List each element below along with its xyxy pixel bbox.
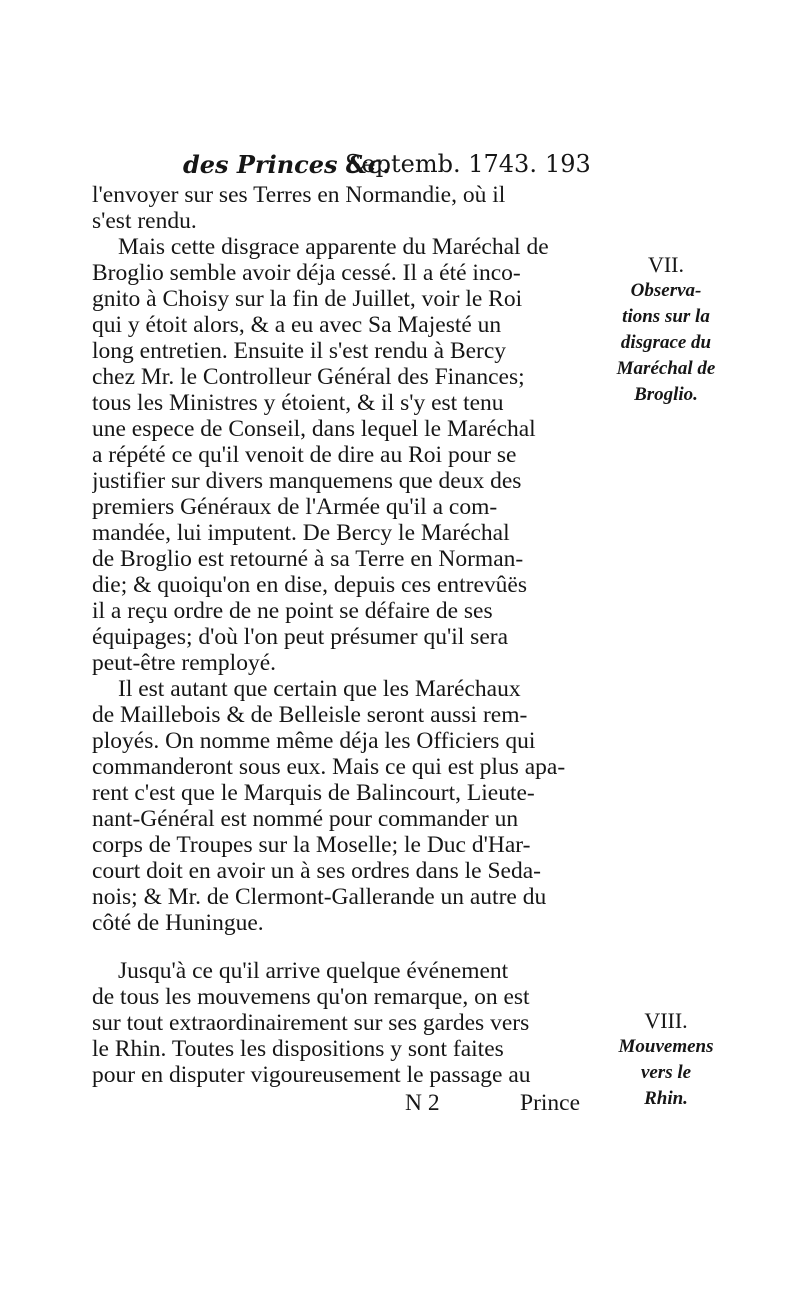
text-line: mandée, lui imputent. De Bercy le Maréchal bbox=[92, 520, 510, 546]
text-line: pour en disputer vigoureusement le passage au bbox=[92, 1062, 531, 1088]
note-line: disgrace du bbox=[620, 332, 712, 353]
signature-mark: N 2 bbox=[405, 1090, 440, 1116]
text-line: côté de Huningue. bbox=[92, 910, 264, 936]
note-number: VII. bbox=[647, 252, 685, 277]
note-line: tions sur la bbox=[622, 306, 710, 327]
note-line: Rhin. bbox=[644, 1088, 688, 1109]
text-line: ployés. On nomme même déja les Officiers qui bbox=[92, 728, 536, 754]
text-line: de Broglio est retourné à sa Terre en Norman- bbox=[92, 546, 524, 572]
text-line: sur tout extraordinairement sur ses gardes vers bbox=[92, 1010, 530, 1036]
text-line: Mais cette disgrace apparente du Maréchal de bbox=[118, 234, 549, 260]
note-line: vers le bbox=[640, 1062, 692, 1083]
text-line: tous les Ministres y étoient, & il s'y est tenu bbox=[92, 390, 504, 416]
text-line: Il est autant que certain que les Maréchaux bbox=[118, 676, 521, 702]
text-line: die; & quoiqu'on en dise, depuis ces entrevûës bbox=[92, 572, 527, 598]
text-line: rent c'est que le Marquis de Balincourt, Lieute- bbox=[92, 780, 535, 806]
text-line: peut-être remployé. bbox=[92, 650, 276, 676]
text-line: chez Mr. le Controlleur Général des Finances; bbox=[92, 364, 525, 390]
text-line: corps de Troupes sur la Moselle; le Duc d'Har- bbox=[92, 832, 531, 858]
text-line: le Rhin. Toutes les dispositions y sont faites bbox=[92, 1036, 504, 1062]
note-line: Mouvemens bbox=[618, 1036, 714, 1057]
note-line: Broglio. bbox=[634, 384, 698, 405]
catchword: Prince bbox=[520, 1090, 581, 1116]
text-line: gnito à Choisy sur la fin de Juillet, voir le Roi bbox=[92, 286, 523, 312]
page-number: 193 bbox=[545, 150, 591, 178]
running-date: Septemb. 1743. bbox=[345, 150, 537, 178]
text-line: qui y étoit alors, & a eu avec Sa Majesté un bbox=[92, 312, 502, 338]
note-line: Observa- bbox=[630, 280, 702, 301]
text-line: Broglio semble avoir déja cessé. Il a été inco- bbox=[92, 260, 521, 286]
text-line: s'est rendu. bbox=[92, 208, 197, 234]
text-line: a répété ce qu'il venoit de dire au Roi pour se bbox=[92, 442, 517, 468]
text-line: équipages; d'où l'on peut présumer qu'il sera bbox=[92, 624, 509, 650]
text-line: Jusqu'à ce qu'il arrive quelque événement bbox=[118, 958, 509, 984]
text-line: l'envoyer sur ses Terres en Normandie, où il bbox=[92, 182, 506, 208]
text-line: de Maillebois & de Belleisle seront aussi rem- bbox=[92, 702, 528, 728]
text-line: court doit en avoir un à ses ordres dans le Seda- bbox=[92, 858, 541, 884]
text-line: nois; & Mr. de Clermont-Gallerande un autre du bbox=[92, 884, 547, 910]
running-title: des Princes &c. bbox=[183, 150, 391, 179]
text-line: de tous les mouvemens qu'on remarque, on est bbox=[92, 984, 530, 1010]
text-line: premiers Généraux de l'Armée qu'il a com- bbox=[92, 494, 498, 520]
note-line: Maréchal de bbox=[616, 358, 716, 379]
note-number: VIII. bbox=[644, 1008, 688, 1033]
text-line: justifier sur divers manquemens que deux des bbox=[92, 468, 522, 494]
text-line: il a reçu ordre de ne point se défaire de ses bbox=[92, 598, 493, 624]
text-line: commanderont sous eux. Mais ce qui est plus apa- bbox=[92, 754, 566, 780]
text-line: une espece de Conseil, dans lequel le Maréchal bbox=[92, 416, 536, 442]
text-line: nant-Général est nommé pour commander un bbox=[92, 806, 519, 832]
text-line: long entretien. Ensuite il s'est rendu à Bercy bbox=[92, 338, 507, 364]
